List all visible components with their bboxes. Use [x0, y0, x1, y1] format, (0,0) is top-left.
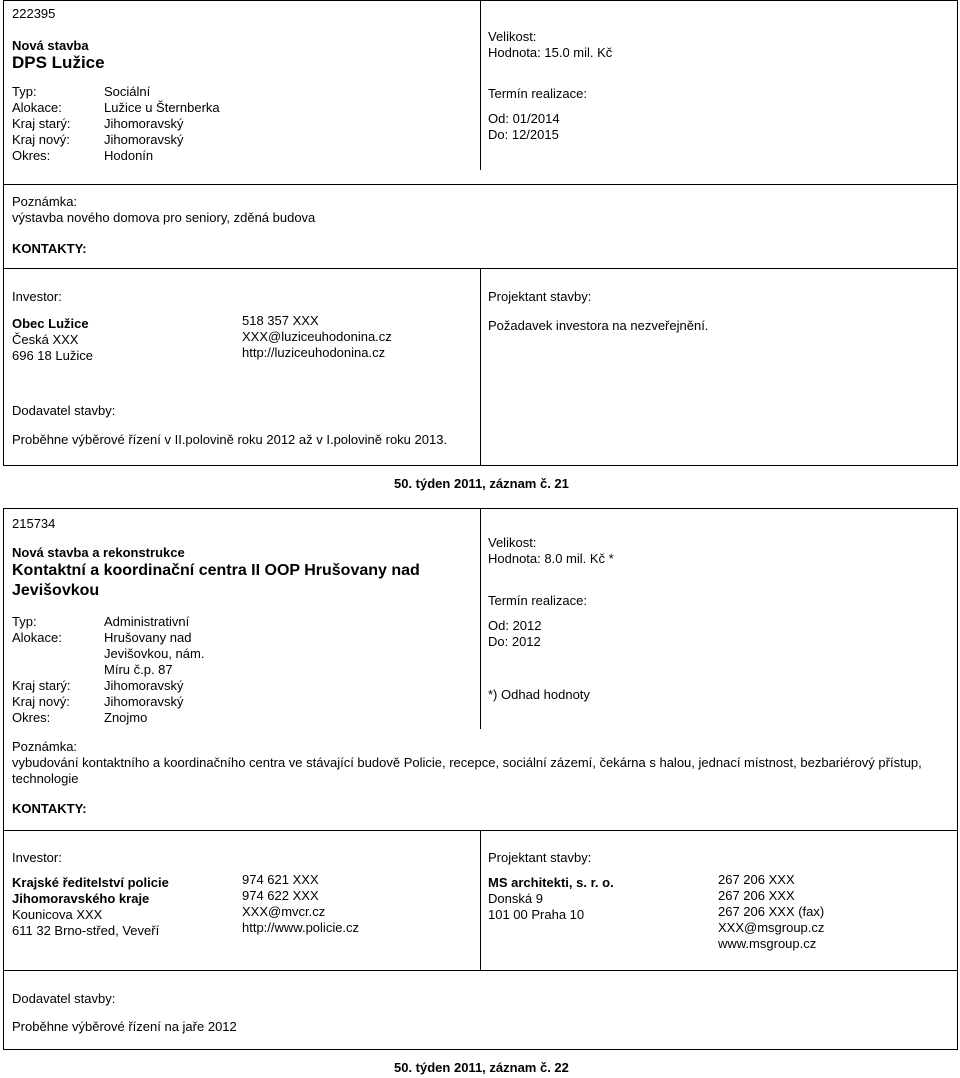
detail-label: Okres: [12, 710, 51, 725]
record2-supplier-label: Dodavatel stavby: [12, 991, 116, 1006]
record2-designer-contact [718, 872, 824, 952]
detail-value: Hodonín [104, 148, 154, 163]
record2-column-divider-contacts [480, 830, 481, 970]
detail-label: Kraj nový: [12, 694, 70, 709]
designer-email: XXX@msgroup.cz [718, 920, 825, 935]
record2-category: Nová stavba a rekonstrukce [12, 545, 185, 560]
detail-label: Alokace: [12, 630, 62, 645]
investor-city: 611 32 Brno-střed, Veveří [12, 923, 160, 938]
record1-investor-address [12, 316, 93, 364]
note-line-2: technologie [12, 771, 79, 786]
record1-footer: 50. týden 2011, záznam č. 21 [394, 476, 569, 491]
record2-estimate-note: *) Odhad hodnoty [488, 687, 590, 702]
record2-details [12, 614, 204, 726]
investor-web: http://www.policie.cz [242, 920, 360, 935]
detail-value: Jihomoravský [104, 116, 184, 131]
size-label: Velikost: [488, 535, 537, 550]
term-to: Do: 2012 [488, 634, 541, 649]
investor-name-line-1: Krajské ředitelství policie [12, 875, 169, 890]
note-line-1: vybudování kontaktního a koordinačního centra ve stávající budově Policie, recepce, sociální zázemí, čekárna s halou, jednací místnost, bezbariérový přístup, [12, 755, 922, 770]
record1-size [488, 29, 612, 61]
detail-value: Sociální [104, 84, 151, 99]
record2-title [12, 561, 420, 601]
record1-divider-header [3, 184, 958, 185]
detail-label: Kraj starý: [12, 116, 71, 131]
detail-label: Kraj starý: [12, 678, 71, 693]
record2-supplier-text: Proběhne výběrové řízení na jaře 2012 [12, 1019, 237, 1034]
detail-value: Jihomoravský [104, 694, 184, 709]
designer-city: 101 00 Praha 10 [488, 907, 585, 922]
size-label: Velikost: [488, 29, 537, 44]
investor-web: http://luziceuhodonina.cz [242, 345, 386, 360]
investor-name: Obec Lužice [12, 316, 89, 331]
record1-investor-label: Investor: [12, 289, 62, 304]
term-label: Termín realizace: [488, 593, 587, 608]
designer-web: www.msgroup.cz [718, 936, 817, 951]
record1-id: 222395 [12, 6, 56, 21]
record1-details [12, 84, 220, 164]
record1-note-text: výstavba nového domova pro seniory, zděná budova [12, 210, 316, 225]
record1-category: Nová stavba [12, 38, 89, 53]
record2-designer-address [488, 875, 614, 923]
record2-investor-label: Investor: [12, 850, 62, 865]
record2-designer-label: Projektant stavby: [488, 850, 592, 865]
detail-label: Typ: [12, 614, 37, 629]
detail-label [12, 662, 104, 678]
detail-label: Kraj nový: [12, 132, 70, 147]
designer-name: MS architekti, s. r. o. [488, 875, 614, 890]
record2-contacts-heading: KONTAKTY: [12, 801, 87, 816]
term-label: Termín realizace: [488, 86, 587, 101]
investor-phone-2: 974 622 XXX [242, 888, 319, 903]
detail-label [12, 646, 104, 662]
term-to: Do: 12/2015 [488, 127, 559, 142]
term-from: Od: 01/2014 [488, 111, 560, 126]
record1-column-divider-top [480, 0, 481, 170]
designer-fax: 267 206 XXX (fax) [718, 904, 825, 919]
record2-divider-supplier [3, 970, 958, 971]
term-from: Od: 2012 [488, 618, 542, 633]
detail-value: Hrušovany nad [104, 630, 192, 645]
title-line-1: Kontaktní a koordinační centra II OOP Hrušovany nad [12, 562, 420, 579]
investor-name-line-2: Jihomoravského kraje [12, 891, 150, 906]
investor-phone-1: 974 621 XXX [242, 872, 319, 887]
record1-designer-label: Projektant stavby: [488, 289, 592, 304]
title-line-2: Jevišovkou [12, 582, 100, 599]
investor-city: 696 18 Lužice [12, 348, 93, 363]
designer-street: Donská 9 [488, 891, 543, 906]
detail-value: Administrativní [104, 614, 190, 629]
detail-label: Alokace: [12, 100, 62, 115]
record2-column-divider-top [480, 508, 481, 729]
record2-footer: 50. týden 2011, záznam č. 22 [394, 1060, 569, 1075]
investor-email: XXX@luziceuhodonina.cz [242, 329, 392, 344]
record1-title: DPS Lužice [12, 53, 105, 72]
record1-supplier-text: Proběhne výběrové řízení v II.polovině roku 2012 až v I.polovině roku 2013. [12, 432, 448, 447]
investor-street: Kounicova XXX [12, 907, 103, 922]
record2-term [488, 593, 587, 650]
detail-value: Lužice u Šternberka [104, 100, 220, 115]
record1-contacts-heading: KONTAKTY: [12, 241, 87, 256]
record2-note-label: Poznámka: [12, 739, 78, 754]
record2-size [488, 535, 614, 567]
record1-column-divider-contacts [480, 268, 481, 466]
detail-value: Znojmo [104, 710, 148, 725]
size-value: Hodnota: 15.0 mil. Kč [488, 45, 613, 60]
record1-term [488, 86, 587, 143]
size-value: Hodnota: 8.0 mil. Kč * [488, 551, 614, 566]
detail-label: Typ: [12, 84, 37, 99]
investor-email: XXX@mvcr.cz [242, 904, 326, 919]
designer-phone-1: 267 206 XXX [718, 872, 795, 887]
record1-designer-text: Požadavek investora na nezveřejnění. [488, 318, 709, 333]
investor-phone: 518 357 XXX [242, 313, 319, 328]
detail-value: Jevišovkou, nám. [104, 646, 205, 661]
record2-id: 215734 [12, 516, 56, 531]
detail-value: Jihomoravský [104, 678, 184, 693]
detail-value: Míru č.p. 87 [104, 662, 173, 677]
designer-phone-2: 267 206 XXX [718, 888, 795, 903]
record2-note-text [12, 755, 922, 787]
detail-label: Okres: [12, 148, 51, 163]
record2-investor-address [12, 875, 169, 939]
record1-note-label: Poznámka: [12, 194, 78, 209]
detail-value: Jihomoravský [104, 132, 184, 147]
record1-investor-contact [242, 313, 392, 361]
investor-street: Česká XXX [12, 332, 79, 347]
record2-investor-contact [242, 872, 359, 936]
record1-supplier-label: Dodavatel stavby: [12, 403, 116, 418]
